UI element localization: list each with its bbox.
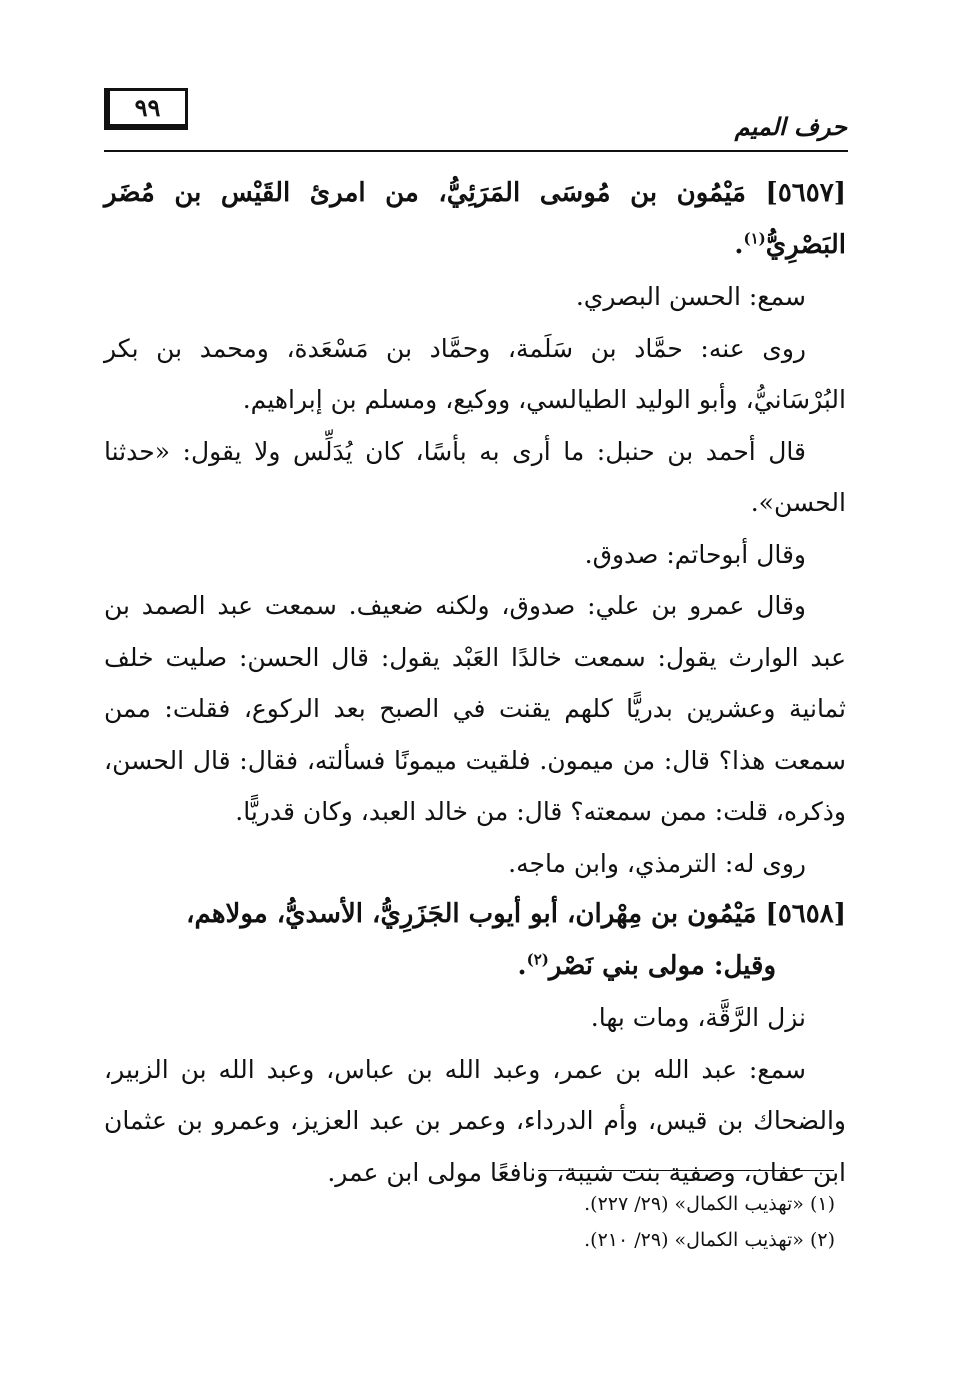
paragraph: روى عنه: حمَّاد بن سَلَمة، وحمَّاد بن مَسْعَدة، ومحمد بن بكر البُرْسَانيُّ، وأبو الوليد الطيالسي، ووكيع، ومسلم بن إبراهيم. — [104, 333, 846, 414]
footnote-ref: (٢) — [526, 949, 549, 968]
entry-title — [104, 168, 846, 271]
entry-title-continuation — [104, 941, 846, 993]
paragraph: روى له: الترمذي، وابن ماجه. — [508, 848, 806, 878]
footnote-rule — [538, 1170, 834, 1171]
footnote: (٢) «تهذيب الكمال» (٢٩/ ٢١٠). — [584, 1229, 835, 1251]
entry-title — [104, 889, 846, 992]
entry-title-end: . — [734, 229, 744, 260]
page-number — [104, 88, 188, 130]
running-head: حرف الميم — [734, 112, 847, 141]
footnote: (١) «تهذيب الكمال» (٢٩/ ٢٢٧). — [584, 1193, 835, 1215]
entry-title-end: . — [517, 950, 527, 981]
footnotes — [235, 1186, 835, 1258]
entry-title-cont-text: وقيل: مولى بني نَصْر — [548, 950, 776, 981]
entry-title-text: [٥٦٥٨] مَيْمُون بن مِهْران، أبو أيوب الجَزَرِيُّ، الأسديُّ، مولاهم، — [186, 899, 846, 929]
page-number-text: ٩٩ — [134, 93, 161, 122]
paragraph: سمع: عبد الله بن عمر، وعبد الله بن عباس، وعبد الله بن الزبير، والضحاك بن قيس، وأم الدرداء، وعمر بن عبد العزيز، وعمرو بن عثمان ابن عفان، وصفية بنت شيبة، ونافعًا مولى ابن عمر. — [104, 1054, 846, 1187]
paragraph: سمع: الحسن البصري. — [575, 282, 806, 311]
paragraph: قال أحمد بن حنبل: ما أرى به بأسًا، كان يُدَلِّس ولا يقول: «حدثنا الحسن». — [104, 436, 846, 517]
body-text — [104, 168, 846, 1198]
header-rule — [104, 150, 848, 152]
paragraph: وقال عمرو بن علي: صدوق، ولكنه ضعيف. سمعت عبد الصمد بن عبد الوارث يقول: سمعت خالدًا العَبْد يقول: قال الحسن: صليت خلف ثمانية وعشرين بدريًّا كلهم يقنت في الصبح بعد الركوع، فقلت: ممن سمعت هذا؟ قال: من ميمون. فلقيت ميمونًا فسألته، فقال: قال الحسن، وذكره، قلت: ممن سمعته؟ قال: من خالد العبد، وكان قدريًّا. — [104, 591, 846, 826]
footnote-ref: (١) — [743, 228, 766, 247]
entry-title-text: [٥٦٥٧] مَيْمُون بن مُوسَى المَرَئِيُّ، من امرئ القَيْس بن مُضَر البَصْرِيُّ — [104, 178, 846, 260]
paragraph: نزل الرَّقَّة، ومات بها. — [590, 1003, 806, 1032]
paragraph: وقال أبوحاتم: صدوق. — [584, 539, 806, 569]
